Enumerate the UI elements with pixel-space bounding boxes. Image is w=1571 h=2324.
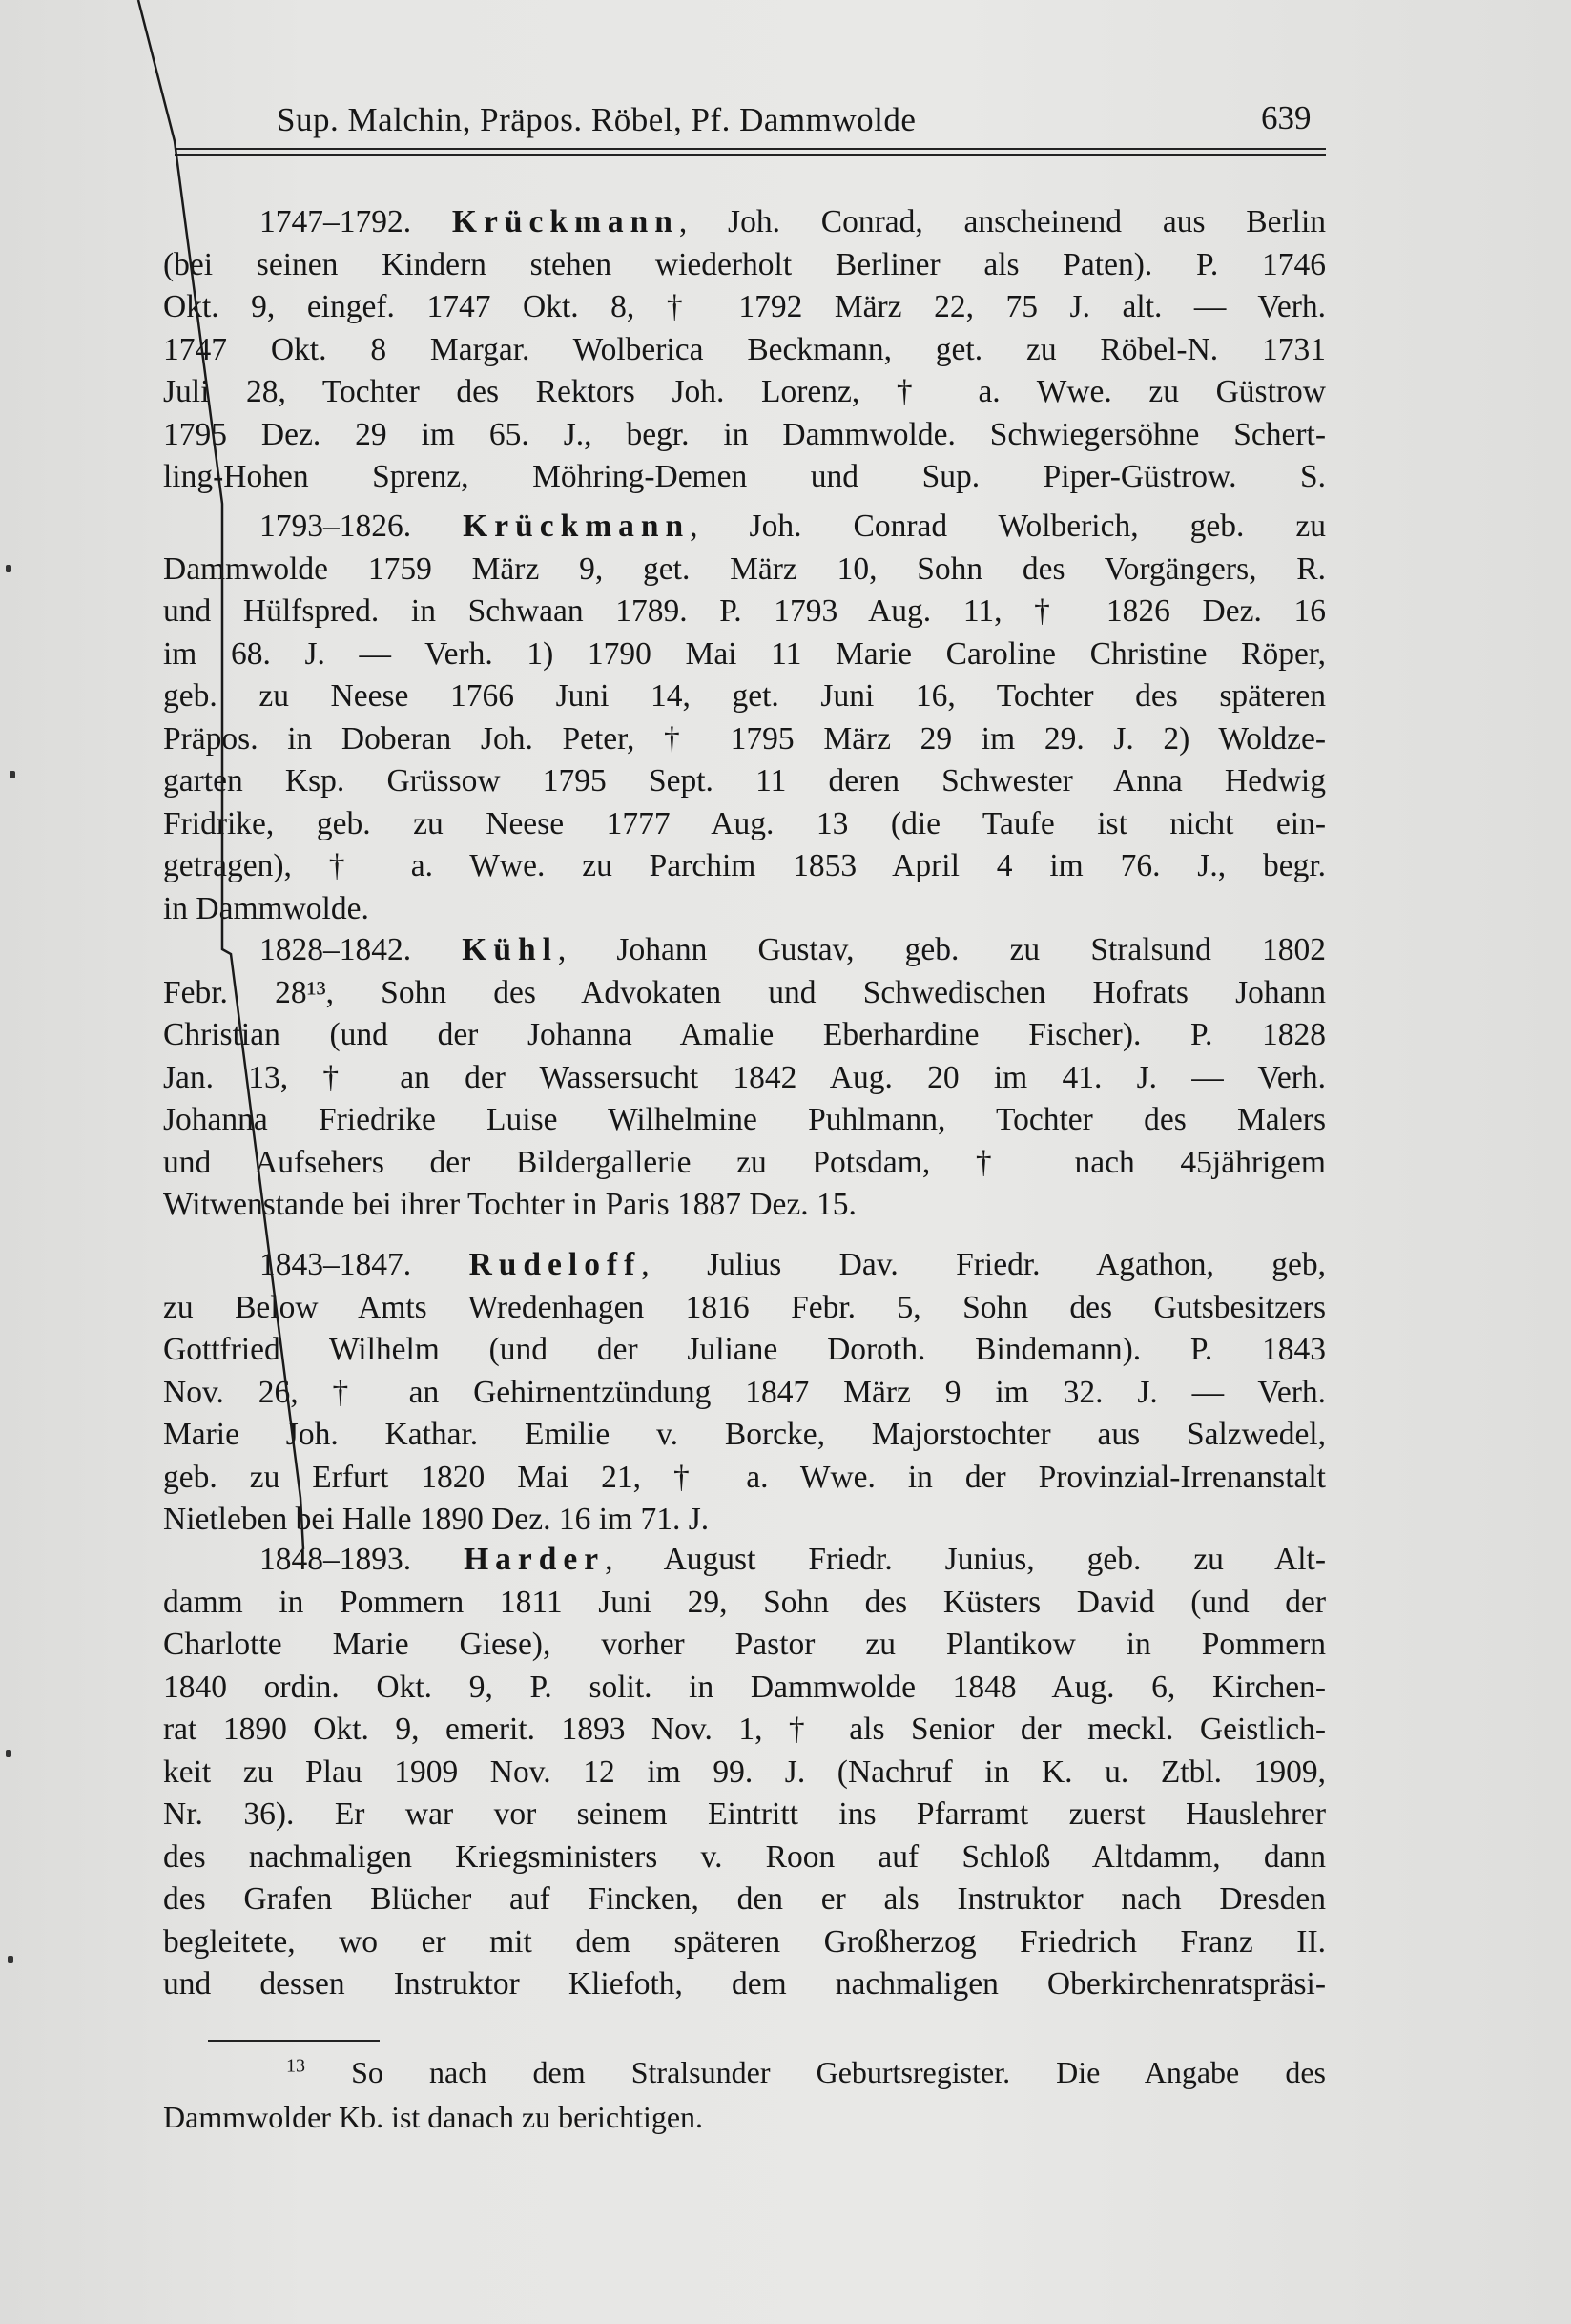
page-number: 639 [1261, 99, 1312, 136]
text-line: Fridrike, geb. zu Neese 1777 Aug. 13 (die Taufe ist nicht ein- [163, 805, 1326, 841]
entry-name: Rudeloff [468, 1247, 642, 1282]
text-line: Jan. 13, † an der Wassersucht 1842 Aug. 20 im 41. J. — Verh. [163, 1059, 1326, 1095]
footnote-line: Dammwolder Kb. ist danach zu berichtigen. [163, 2100, 704, 2134]
text-line: 1840 ordin. Okt. 9, P. solit. in Dammwolde 1848 Aug. 6, Kirchen- [163, 1669, 1326, 1705]
footnote-rule [208, 2040, 380, 2042]
text-line: 1795 Dez. 29 im 65. J., begr. in Dammwolde. Schwiegersöhne Schert- [163, 416, 1326, 452]
text-line: Juli 28, Tochter des Rektors Joh. Lorenz, † a. Wwe. zu Güstrow [163, 374, 1326, 409]
text-line: Febr. 28¹³, Sohn des Advokaten und Schwedischen Hofrats Johann [163, 974, 1326, 1010]
text-line: begleitete, wo er mit dem späteren Großherzog Friedrich Franz II. [163, 1923, 1326, 1960]
entry-name: Krückmann [451, 204, 679, 239]
margin-mark [8, 1956, 13, 1963]
entry-first-line [259, 201, 1326, 243]
text-line: im 68. J. — Verh. 1) 1790 Mai 11 Marie Caroline Christine Röper, [163, 635, 1326, 672]
text-line: und Aufsehers der Bildergallerie zu Potsdam, † nach 45jährigem [163, 1144, 1326, 1180]
text-line: rat 1890 Okt. 9, emerit. 1893 Nov. 1, † als Senior der meckl. Geistlich- [163, 1712, 1326, 1747]
text-line: des nachmaligen Kriegsministers v. Roon auf Schloß Altdamm, dann [163, 1838, 1326, 1875]
text-line: in Dammwolde. [163, 890, 369, 926]
text-line: Charlotte Marie Giese), vorher Pastor zu Plantikow in Pommern [163, 1627, 1326, 1662]
margin-mark [6, 565, 11, 572]
running-header: Sup. Malchin, Präpos. Röbel, Pf. Dammwolde [277, 101, 917, 138]
entry-years: 1843–1847. [259, 1247, 412, 1282]
text-line: damm in Pommern 1811 Juni 29, Sohn des Küsters David (und der [163, 1584, 1326, 1620]
entry-rest: , Johann Gustav, geb. zu Stralsund 1802 [557, 932, 1327, 967]
text-line: garten Ksp. Grüssow 1795 Sept. 11 deren Schwester Anna Hedwig [163, 763, 1326, 799]
header-rule-bottom [175, 154, 1326, 156]
text-line: Nov. 26, † an Gehirnentzündung 1847 März 9 im 32. J. — Verh. [163, 1374, 1326, 1410]
entry-first-line [259, 929, 1326, 971]
text-line: ling-Hohen Sprenz, Möhring-Demen und Sup. Piper-Güstrow. S. [163, 459, 1326, 494]
entry-name: Krückmann [463, 508, 691, 544]
text-line: geb. zu Erfurt 1820 Mai 21, † a. Wwe. in der Provinzial-Irrenanstalt [163, 1459, 1326, 1495]
header-rule-top [175, 148, 1326, 150]
text-line: geb. zu Neese 1766 Juni 14, get. Juni 16, Tochter des späteren [163, 678, 1326, 714]
text-line: Nr. 36). Er war vor seinem Eintritt ins Pfarramt zuerst Hauslehrer [163, 1796, 1326, 1832]
text-line: 1747 Okt. 8 Margar. Wolberica Beckmann, get. zu Röbel-N. 1731 [163, 331, 1326, 367]
entry-years: 1828–1842. [259, 932, 412, 967]
entry-rest: , Julius Dav. Friedr. Agathon, geb, [641, 1247, 1327, 1282]
text-line: Christian (und der Johanna Amalie Eberhardine Fischer). P. 1828 [163, 1017, 1326, 1052]
entry-rest: , August Friedr. Junius, geb. zu Alt- [605, 1542, 1326, 1577]
text-line: zu Below Amts Wredenhagen 1816 Febr. 5, Sohn des Gutsbesitzers [163, 1289, 1326, 1325]
footnote-marker: 13 [286, 2055, 305, 2077]
footnote-text: So nach dem Stralsunder Geburtsregister. Die Angabe des [351, 2055, 1327, 2089]
margin-mark [6, 1750, 11, 1757]
margin-mark [10, 771, 15, 778]
entry-first-line [259, 506, 1326, 548]
text-line: Präpos. in Doberan Joh. Peter, † 1795 März 29 im 29. J. 2) Woldze- [163, 720, 1326, 757]
text-line: Gottfried Wilhelm (und der Juliane Doroth. Bindemann). P. 1843 [163, 1332, 1326, 1367]
entry-years: 1848–1893. [259, 1542, 412, 1577]
entry-rest: , Joh. Conrad, anscheinend aus Berlin [678, 204, 1326, 239]
footnote-line [286, 2051, 1326, 2093]
text-line: (bei seinen Kindern stehen wiederholt Berliner als Paten). P. 1746 [163, 246, 1326, 282]
entry-name: Harder [464, 1542, 606, 1577]
entry-first-line [259, 1244, 1326, 1286]
text-line: Witwenstande bei ihrer Tochter in Paris 1887 Dez. 15. [163, 1187, 857, 1222]
entry-rest: , Joh. Conrad Wolberich, geb. zu [690, 508, 1327, 544]
entry-name: Kühl [462, 932, 558, 967]
text-line: Johanna Friedrike Luise Wilhelmine Puhlmann, Tochter des Malers [163, 1102, 1326, 1137]
text-line: keit zu Plau 1909 Nov. 12 im 99. J. (Nachruf in K. u. Ztbl. 1909, [163, 1753, 1326, 1790]
entry-years: 1747–1792. [259, 204, 412, 239]
text-line: getragen), † a. Wwe. zu Parchim 1853 April 4 im 76. J., begr. [163, 848, 1326, 883]
entry-years: 1793–1826. [259, 508, 412, 544]
text-line: Okt. 9, eingef. 1747 Okt. 8, † 1792 März 22, 75 J. alt. — Verh. [163, 289, 1326, 324]
text-line: des Grafen Blücher auf Fincken, den er als Instruktor nach Dresden [163, 1881, 1326, 1917]
text-line: Marie Joh. Kathar. Emilie v. Borcke, Majorstochter aus Salzwedel, [163, 1417, 1326, 1452]
text-line: und dessen Instruktor Kliefoth, dem nachmaligen Oberkirchenratspräsi- [163, 1966, 1326, 2002]
text-line: und Hülfspred. in Schwaan 1789. P. 1793 Aug. 11, † 1826 Dez. 16 [163, 593, 1326, 629]
text-line: Nietleben bei Halle 1890 Dez. 16 im 71. J. [163, 1502, 710, 1537]
text-line: Dammwolde 1759 März 9, get. März 10, Sohn des Vorgängers, R. [163, 550, 1326, 587]
entry-first-line [259, 1539, 1326, 1581]
